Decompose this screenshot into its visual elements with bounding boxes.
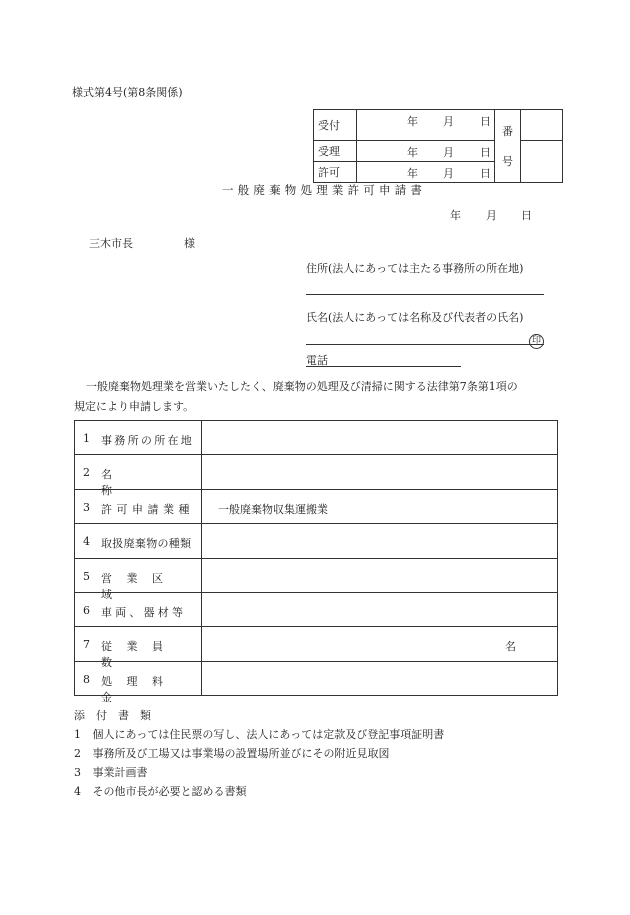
item-value-field[interactable] bbox=[202, 558, 558, 592]
table-row bbox=[75, 455, 558, 489]
attachment-item bbox=[74, 726, 444, 742]
table-row bbox=[75, 661, 558, 695]
item-label-cell bbox=[75, 592, 202, 626]
item-value-field[interactable] bbox=[202, 455, 558, 489]
item-number: 8 bbox=[83, 672, 90, 686]
attachment-item bbox=[74, 783, 247, 799]
address-input-line[interactable] bbox=[306, 294, 544, 295]
reception-date-field[interactable] bbox=[357, 141, 495, 162]
item-label-cell bbox=[75, 661, 202, 704]
attachment-text: 個人にあっては住民票の写し、法人にあっては定款及び登記事項証明書 bbox=[92, 728, 445, 741]
item-label: 事務所の所在地 bbox=[101, 434, 195, 447]
item-number: 3 bbox=[83, 500, 90, 514]
reception-label: 許可 bbox=[314, 162, 357, 183]
item-value-field[interactable] bbox=[202, 489, 558, 523]
reception-box bbox=[313, 109, 563, 183]
attachments-heading: 添 付 書 類 bbox=[74, 709, 151, 722]
item-label: 従業員数 bbox=[101, 640, 178, 670]
date-day-unit: 日 bbox=[480, 115, 491, 128]
item-label-cell bbox=[75, 489, 202, 523]
date-month-unit: 月 bbox=[443, 167, 454, 180]
attachment-number: 3 bbox=[74, 766, 81, 779]
table-row bbox=[75, 558, 558, 592]
item-label-cell bbox=[75, 627, 202, 670]
date-month-unit: 月 bbox=[443, 146, 454, 159]
item-number: 1 bbox=[83, 432, 90, 445]
form-label: 様式第4号(第8条関係) bbox=[72, 86, 183, 99]
table-row bbox=[75, 592, 558, 626]
table-row bbox=[75, 524, 558, 558]
item-unit: 名 bbox=[505, 640, 516, 654]
item-number: 2 bbox=[83, 466, 90, 480]
item-value-field[interactable] bbox=[202, 421, 558, 455]
item-value-field[interactable] bbox=[202, 627, 558, 661]
date-day-label: 日 bbox=[521, 209, 532, 222]
number-label-top: 番 bbox=[502, 124, 513, 138]
date-month-unit: 月 bbox=[443, 115, 454, 128]
reception-row bbox=[314, 141, 563, 162]
item-label-cell bbox=[75, 558, 202, 601]
attachment-number: 4 bbox=[74, 785, 81, 798]
item-number: 7 bbox=[83, 638, 90, 652]
item-number: 5 bbox=[83, 569, 90, 583]
phone-input-line[interactable] bbox=[306, 366, 461, 367]
item-label-cell bbox=[75, 455, 202, 498]
number-label-bottom: 号 bbox=[502, 154, 513, 168]
date-month-label: 月 bbox=[486, 209, 497, 222]
item-value-field[interactable] bbox=[202, 524, 558, 558]
item-value-field[interactable] bbox=[202, 592, 558, 626]
item-label: 処理料金 bbox=[101, 674, 178, 704]
item-value: 一般廃棄物収集運搬業 bbox=[218, 502, 328, 516]
number-field-top[interactable] bbox=[521, 110, 563, 141]
intro-line-2: 規定により申請します。 bbox=[74, 400, 195, 413]
addressee-honorific: 様 bbox=[184, 237, 195, 250]
item-label: 営業区域 bbox=[101, 571, 178, 601]
attachment-item bbox=[74, 745, 390, 761]
attachment-number: 2 bbox=[74, 747, 81, 760]
attachment-number: 1 bbox=[74, 728, 81, 741]
table-row bbox=[75, 489, 558, 523]
item-number: 4 bbox=[83, 535, 90, 549]
attachment-text: 事業計画書 bbox=[92, 766, 148, 779]
attachment-text: その他市長が必要と認める書類 bbox=[92, 785, 247, 798]
item-label: 取扱廃棄物の種類 bbox=[101, 537, 192, 551]
intro-line-1: 一般廃棄物処理業を営業いたしたく、廃棄物の処理及び清掃に関する法律第7条第1項の bbox=[86, 380, 518, 393]
reception-label: 受付 bbox=[314, 110, 357, 141]
date-day-unit: 日 bbox=[480, 167, 491, 180]
table-row bbox=[75, 627, 558, 661]
item-label-cell bbox=[75, 421, 202, 455]
seal-mark: 印 bbox=[529, 334, 544, 349]
date-day-unit: 日 bbox=[480, 146, 491, 159]
item-label-cell bbox=[75, 524, 202, 558]
table-row bbox=[75, 421, 558, 455]
item-number: 6 bbox=[83, 603, 90, 617]
date-year-unit: 年 bbox=[407, 115, 418, 128]
reception-date-field[interactable] bbox=[357, 162, 495, 183]
reception-label: 受理 bbox=[314, 141, 357, 162]
item-value-field[interactable] bbox=[202, 661, 558, 695]
name-label: 氏名(法人にあっては名称及び代表者の氏名) bbox=[306, 311, 524, 324]
attachment-item bbox=[74, 764, 148, 780]
item-label: 許可申請業種 bbox=[101, 502, 194, 516]
date-year-label: 年 bbox=[450, 209, 461, 222]
reception-row bbox=[314, 110, 563, 141]
date-year-unit: 年 bbox=[407, 167, 418, 180]
name-input-line[interactable] bbox=[306, 344, 544, 345]
document-title: 一般廃棄物処理業許可申請書 bbox=[222, 183, 427, 197]
item-label: 名称 bbox=[101, 468, 176, 498]
date-year-unit: 年 bbox=[407, 146, 418, 159]
number-label bbox=[495, 110, 521, 183]
attachment-text: 事務所及び工場又は事業場の設置場所並びにその附近見取図 bbox=[92, 747, 390, 760]
phone-label: 電話 bbox=[306, 354, 328, 367]
addressee-name: 三木市長 bbox=[89, 237, 133, 250]
reception-date-field[interactable] bbox=[357, 110, 495, 141]
address-label: 住所(法人にあっては主たる事務所の所在地) bbox=[306, 262, 524, 275]
application-items-table bbox=[74, 420, 558, 704]
item-label: 車両、器材等 bbox=[101, 605, 187, 619]
number-field-bottom[interactable] bbox=[521, 141, 563, 183]
